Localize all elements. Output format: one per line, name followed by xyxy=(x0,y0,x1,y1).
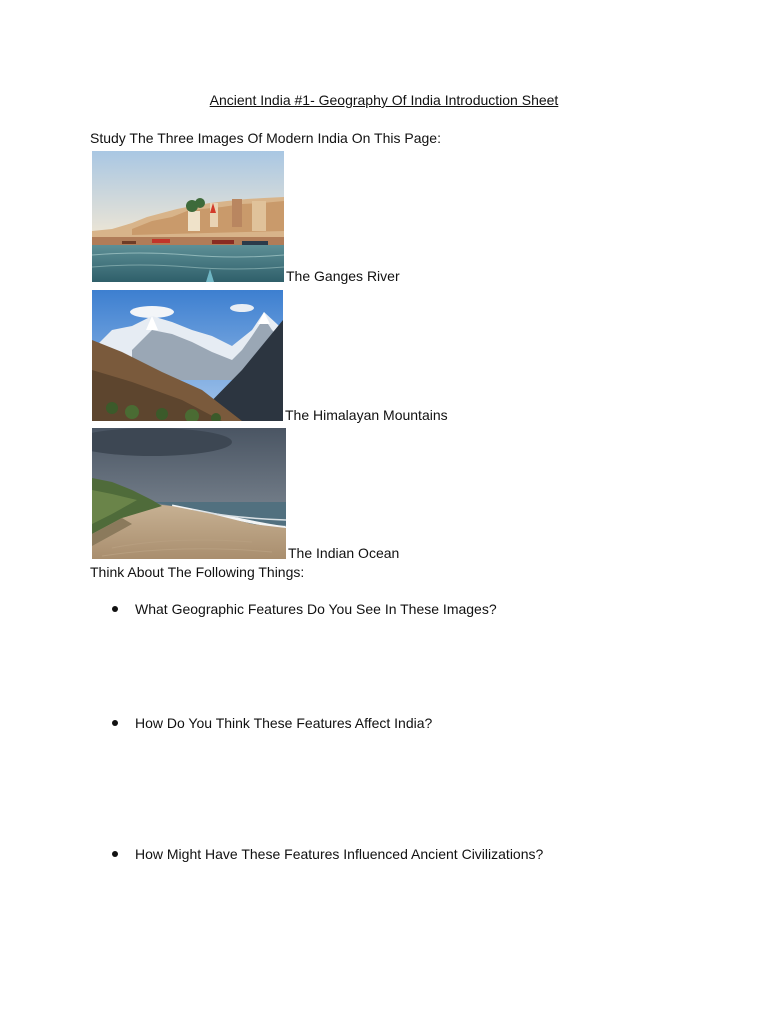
question-text: How Might Have These Features Influenced Ancient Civilizations? xyxy=(135,846,544,862)
indian-ocean-beach-photo xyxy=(92,428,286,559)
bullet-icon xyxy=(112,720,118,726)
bullet-icon xyxy=(112,851,118,857)
caption-ganges: The Ganges River xyxy=(286,268,400,284)
intro-text: Study The Three Images Of Modern India On This Page: xyxy=(90,130,441,146)
caption-himalaya: The Himalayan Mountains xyxy=(285,407,448,423)
himalayan-mountains-photo xyxy=(92,290,283,421)
caption-indian-ocean: The Indian Ocean xyxy=(288,545,400,561)
bullet-icon xyxy=(112,606,118,612)
think-heading: Think About The Following Things: xyxy=(90,564,305,580)
question-text: What Geographic Features Do You See In These Images? xyxy=(135,601,497,617)
question-text: How Do You Think These Features Affect India? xyxy=(135,715,433,731)
page-title: Ancient India #1- Geography Of India Introduction Sheet xyxy=(209,92,559,108)
ganges-river-photo xyxy=(92,151,284,282)
